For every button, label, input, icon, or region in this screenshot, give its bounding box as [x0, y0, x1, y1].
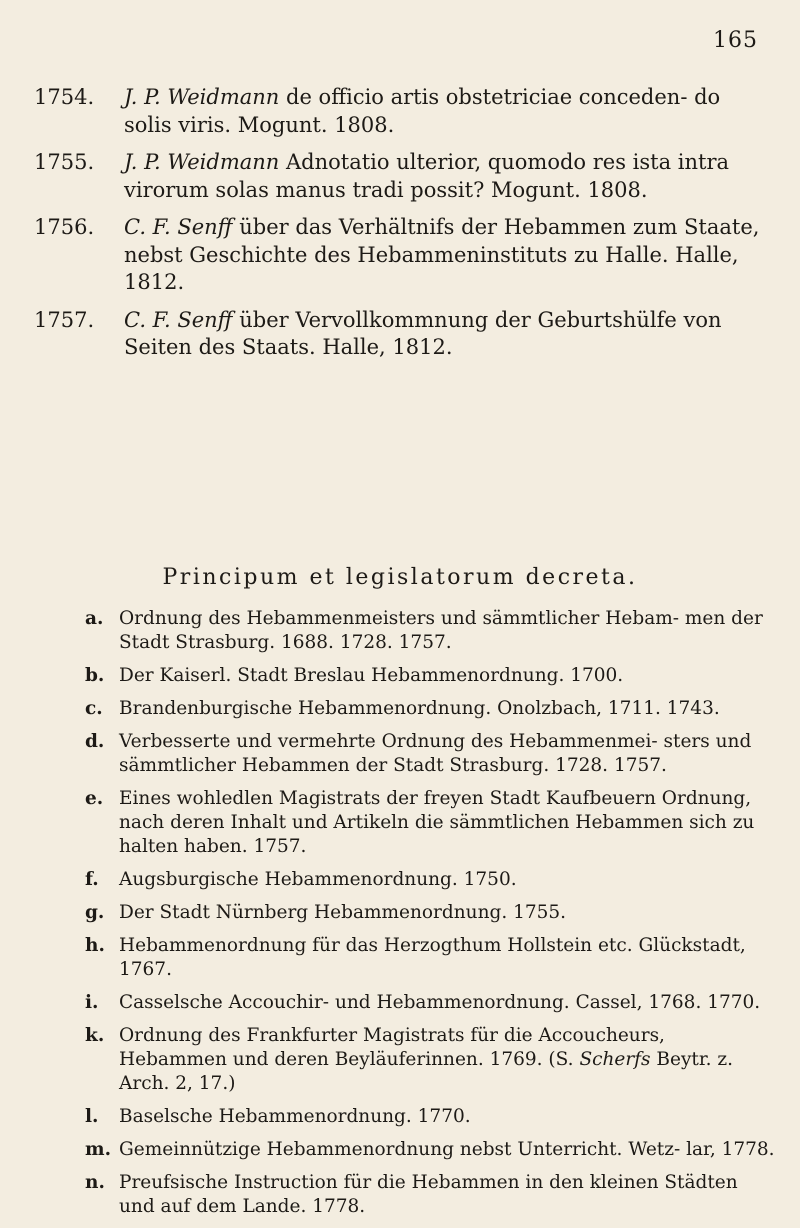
item-text: Hebammenordnung für das Herzogthum Hollstein etc. Glückstadt, 1767. [119, 935, 746, 980]
item-letter: h. [85, 935, 105, 956]
item-text: Augsburgische Hebammenordnung. 1750. [119, 869, 517, 890]
item-letter: m. [85, 1139, 112, 1160]
decree-item [85, 934, 775, 982]
item-letter: k. [85, 1025, 105, 1046]
decree-item [85, 664, 775, 688]
decree-item [85, 1171, 775, 1219]
entry-number: 1754. [34, 85, 95, 109]
item-text: Preufsische Instruction für die Hebammen in den kleinen Städten und auf dem Lande. 1778. [119, 1172, 738, 1217]
decree-item [85, 991, 775, 1015]
item-text: Verbesserte und vermehrte Ordnung des Hebammenmei- sters und sämmtlicher Hebammen der Stadt Strasburg. 1728. 1757. [119, 731, 752, 776]
entry-author: C. F. Senff [124, 307, 233, 332]
item-text: Casselsche Accouchir- und Hebammenordnung. Cassel, 1768. 1770. [119, 992, 761, 1013]
item-letter: a. [85, 608, 104, 629]
item-text: Ordnung des Frankfurter Magistrats für die Accoucheurs, Hebammen und deren Beyläuferinnen. 1769. (S. [119, 1025, 665, 1070]
item-letter: c. [85, 698, 103, 719]
entry-number: 1757. [34, 307, 95, 332]
decree-item [85, 730, 775, 778]
decree-item [85, 787, 775, 859]
item-letter: d. [85, 731, 105, 752]
entry-author: J. P. Weidmann [124, 150, 280, 174]
entry-text: über Vervollkommnung der Geburtshülfe von Seiten des Staats. Halle, 1812. [124, 307, 722, 359]
entry-text: de officio artis obstetriciae conceden- do solis viris. Mogunt. 1808. [124, 85, 721, 137]
item-text: Brandenburgische Hebammenordnung. Onolzbach, 1711. 1743. [119, 698, 720, 719]
item-letter: f. [85, 869, 99, 890]
item-letter: g. [85, 902, 105, 923]
entry-number: 1755. [34, 150, 95, 174]
bibliography-entry [34, 149, 768, 204]
decree-item [85, 697, 775, 721]
item-letter: b. [85, 665, 105, 686]
entry-text: über das Verhältnifs der Hebammen zum Staate, nebst Geschichte des Hebammeninstituts zu Halle. Halle, 1812. [124, 215, 760, 294]
item-text: Ordnung des Hebammenmeisters und sämmtlicher Hebam- men der Stadt Strasburg. 1688. 1728. 1757. [119, 608, 763, 653]
item-letter: e. [85, 788, 104, 809]
item-letter: l. [85, 1106, 99, 1127]
entry-text: Adnotatio ulterior, quomodo res ista intra virorum solas manus tradi possit? Mogunt. 1808. [124, 150, 730, 202]
item-text: Eines wohledlen Magistrats der freyen Stadt Kaufbeuern Ordnung, nach deren Inhalt und Artikeln die sämmtlichen Hebammen sich zu halten haben. 1757. [119, 788, 755, 857]
bibliography-list [34, 84, 768, 372]
item-text: Der Stadt Nürnberg Hebammenordnung. 1755. [119, 902, 567, 923]
item-text-tail: Beytr. z. Arch. 2, 17.) [119, 1049, 734, 1094]
section-heading: Principum et legislatorum decreta. [162, 565, 638, 590]
decree-item [85, 1105, 775, 1129]
decree-item [85, 1024, 775, 1096]
item-letter: n. [85, 1172, 105, 1193]
item-text: Gemeinnützige Hebammenordnung nebst Unterricht. Wetz- lar, 1778. [119, 1139, 775, 1160]
decree-item [85, 1138, 775, 1162]
item-italic-author: Scherfs [579, 1049, 651, 1070]
decreta-list [85, 607, 775, 1228]
page-number: 165 [713, 28, 758, 53]
bibliography-entry [34, 84, 768, 139]
item-text: Baselsche Hebammenordnung. 1770. [119, 1106, 471, 1127]
entry-number: 1756. [34, 215, 95, 239]
entry-author: J. P. Weidmann [124, 85, 280, 109]
bibliography-entry [34, 307, 768, 362]
decree-item [85, 901, 775, 925]
decree-item [85, 607, 775, 655]
entry-author: C. F. Senff [124, 215, 233, 239]
item-letter: i. [85, 992, 99, 1013]
bibliography-entry [34, 214, 768, 297]
decree-item [85, 868, 775, 892]
item-text: Der Kaiserl. Stadt Breslau Hebammenordnung. 1700. [119, 665, 624, 686]
